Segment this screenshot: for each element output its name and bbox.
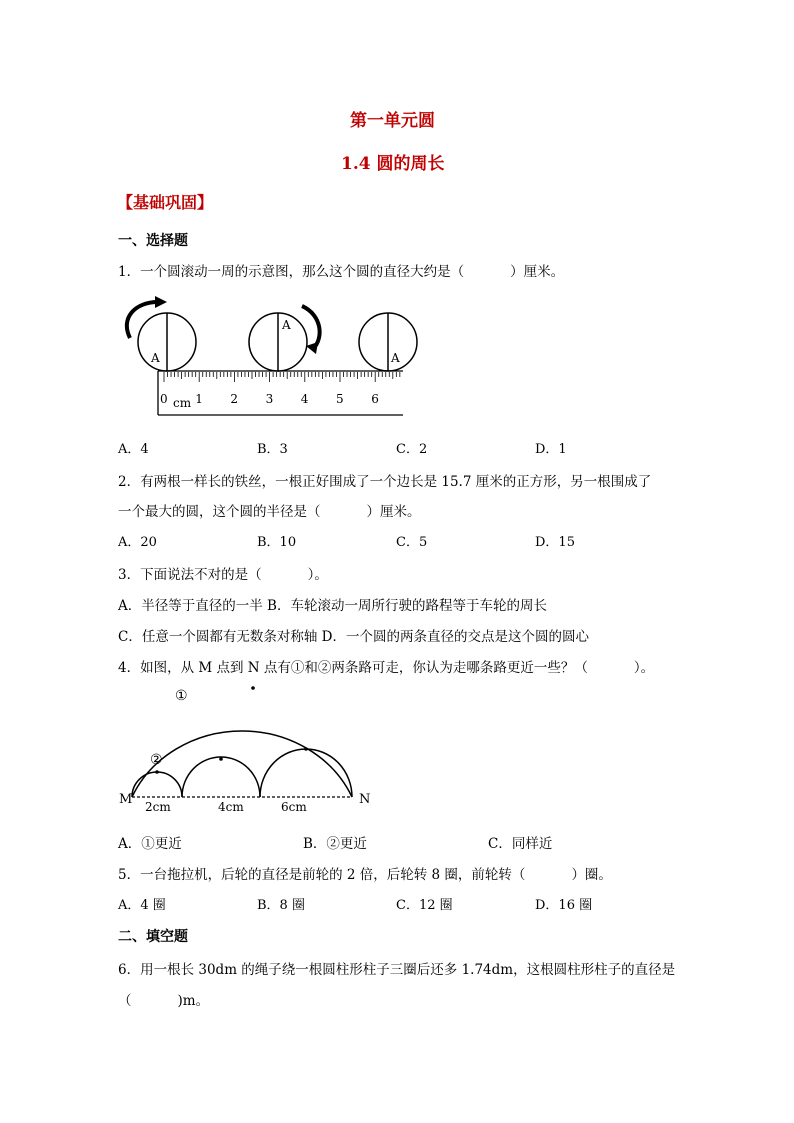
q2-option-c[interactable]: C．5 xyxy=(396,535,428,550)
q5-option-a[interactable]: A．4 圈 xyxy=(118,898,166,913)
question-2-line2-post: ）厘米。 xyxy=(366,504,421,520)
question-2-line2-pre: 一个最大的圆，这个圆的半径是（ xyxy=(118,504,321,520)
q2-option-d[interactable]: D．15 xyxy=(535,535,575,550)
ruler-number: 3 xyxy=(265,392,274,406)
section-choice-title: 一、选择题 xyxy=(118,233,188,249)
q5-option-d[interactable]: D．16 圈 xyxy=(535,898,593,913)
point-a-start: A xyxy=(151,351,160,365)
question-5-stem-post: ）圈。 xyxy=(571,867,612,883)
q5-option-b[interactable]: B．8 圈 xyxy=(257,898,305,913)
q4-option-c[interactable]: C．同样近 xyxy=(488,836,553,852)
question-3-options-line2[interactable]: C．任意一个圆都有无数条对称轴 D．一个圆的两条直径的交点是这个圆的圆心 xyxy=(118,629,589,645)
question-1-stem-post: ）厘米。 xyxy=(510,264,565,280)
question-3-stem-post: ）。 xyxy=(307,567,328,583)
ruler-unit-label: cm xyxy=(173,396,192,410)
ruler-number: 0 xyxy=(160,392,168,406)
q1-option-c[interactable]: C．2 xyxy=(396,442,428,457)
question-1-stem-pre: 1．一个圆滚动一周的示意图，那么这个圆的直径大约是（ xyxy=(118,264,465,280)
ruler-number: 1 xyxy=(195,392,203,406)
q1-option-a[interactable]: A．4 xyxy=(118,442,149,457)
section-bracket-heading: 【基础巩固】 xyxy=(117,193,214,212)
question-3-stem-pre: 3．下面说法不对的是（ xyxy=(118,567,262,583)
question-3-options-line1[interactable]: A．半径等于直径的一半 B．车轮滚动一周所行驶的路程等于车轮的周长 xyxy=(118,598,547,614)
question-5-stem-pre: 5．一台拖拉机，后轮的直径是前轮的 2 倍，后轮转 8 圈，前轮转（ xyxy=(118,867,526,883)
q1-option-d[interactable]: D．1 xyxy=(535,442,567,457)
question-5-stem xyxy=(118,863,612,883)
label-n: N xyxy=(359,792,371,807)
question-6-line1: 6．用一根长 30dm 的绳子绕一根圆柱形柱子三圈后还多 1.74dm，这根圆柱形柱子的直径是 xyxy=(118,962,676,978)
q4-option-a[interactable]: A．①更近 xyxy=(118,836,182,852)
label-path-1: ① xyxy=(175,688,188,704)
q1-option-b[interactable]: B．3 xyxy=(257,442,288,457)
point-a-middle: A xyxy=(282,318,291,332)
q4-option-b[interactable]: B．②更近 xyxy=(303,836,367,852)
unit-title: 第一单元圆 xyxy=(350,111,435,131)
arc-top-dot-2c xyxy=(304,747,308,751)
question-4-stem-post: ）。 xyxy=(633,660,655,676)
q5-option-c[interactable]: C．12 圈 xyxy=(396,898,453,913)
ruler-number: 6 xyxy=(371,392,379,406)
question-6-line2-pre: （ xyxy=(118,993,132,1009)
label-m: M xyxy=(119,792,133,807)
question-6-line2-post: )m。 xyxy=(177,993,210,1009)
arc-top-dot-2a xyxy=(155,770,159,774)
label-path-2: ② xyxy=(150,752,163,768)
arc-top-dot-2b xyxy=(219,757,223,761)
q2-option-a[interactable]: A．20 xyxy=(118,535,157,550)
section-fill-title: 二、填空题 xyxy=(118,929,188,945)
segment-label-4cm: 4cm xyxy=(218,800,244,814)
question-6-line2 xyxy=(118,989,209,1009)
path-2-arc-large xyxy=(260,749,352,797)
segment-label-2cm: 2cm xyxy=(145,800,171,814)
ruler-number: 4 xyxy=(300,392,309,406)
ruler-number: 2 xyxy=(230,392,239,406)
point-a-end: A xyxy=(391,351,400,365)
lesson-title: 1.4 圆的周长 xyxy=(341,154,445,174)
q2-option-b[interactable]: B．10 xyxy=(257,535,297,550)
arc-top-dot-1 xyxy=(251,686,255,690)
path-2-arc-medium xyxy=(182,757,260,797)
ruler-number: 5 xyxy=(336,392,344,406)
question-4-stem-pre: 4．如图，从 M 点到 N 点有①和②两条路可走，你认为走哪条路更近一些？（ xyxy=(118,660,588,676)
question-2-line1: 2．有两根一样长的铁丝，一根正好围成了一个边长是 15.7 厘米的正方形，另一根围成了 xyxy=(118,474,652,490)
segment-label-6cm: 6cm xyxy=(281,800,307,814)
